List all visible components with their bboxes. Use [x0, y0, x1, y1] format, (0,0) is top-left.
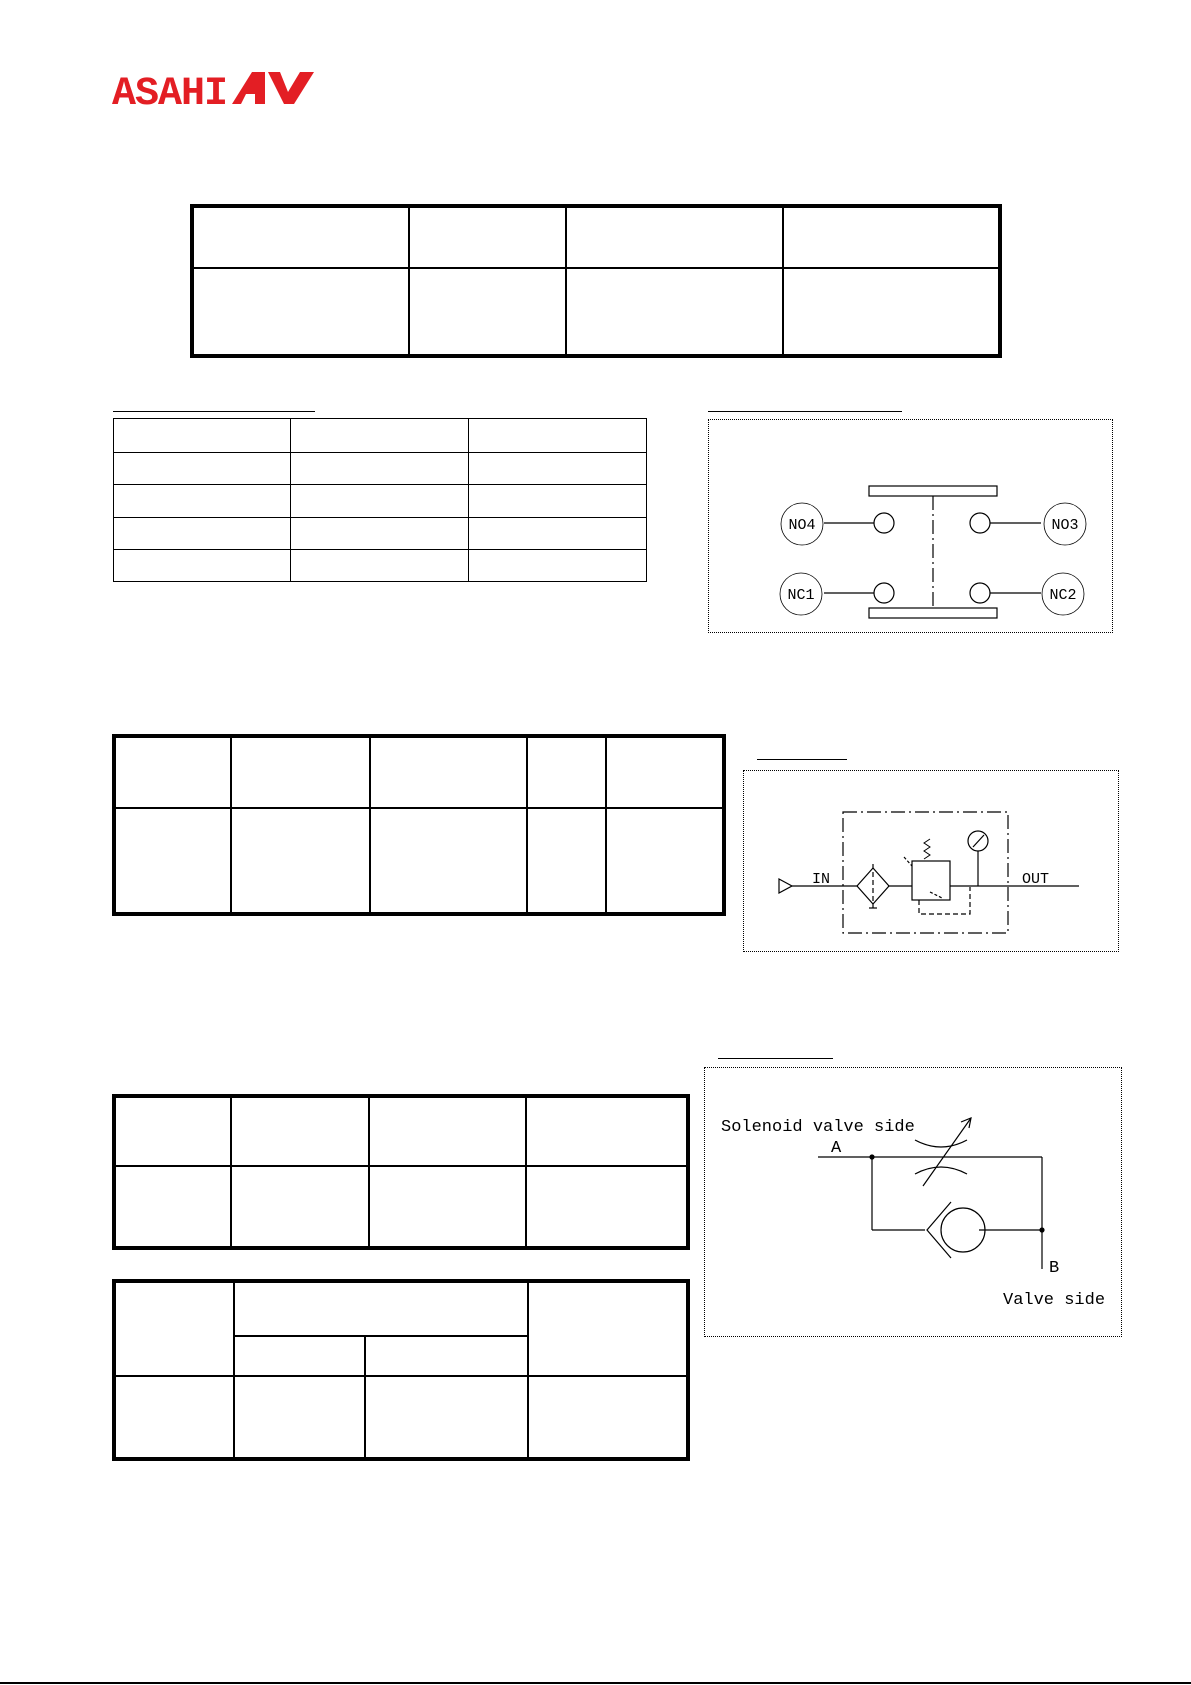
table-cell	[370, 736, 528, 808]
table-cell	[114, 485, 291, 518]
spec-table-speed-controller	[112, 1094, 690, 1250]
table-cell	[783, 268, 1000, 356]
table-cell	[365, 1336, 528, 1376]
table-cell	[469, 518, 647, 550]
section-heading-underline	[113, 411, 315, 412]
table-cell	[528, 1281, 688, 1376]
table-cell	[606, 736, 724, 808]
in-label: IN	[812, 871, 831, 888]
speed-controller-diagram	[704, 1067, 1122, 1337]
svg-text:ASAHI: ASAHI	[112, 72, 228, 110]
table-cell	[231, 736, 369, 808]
section-heading-underline	[757, 759, 847, 760]
spec-table-switch	[113, 418, 647, 582]
table-cell	[114, 1096, 231, 1166]
table-cell	[192, 206, 409, 268]
asahi-av-logo	[112, 66, 318, 110]
table-cell	[291, 453, 469, 485]
table-cell	[526, 1096, 688, 1166]
section-heading-underline	[718, 1058, 833, 1059]
table-cell	[527, 808, 605, 914]
table-cell	[566, 206, 783, 268]
table-cell	[783, 206, 1000, 268]
page-bottom-rule	[0, 1682, 1191, 1684]
table-cell	[566, 268, 783, 356]
valve-side-label: Valve side	[1003, 1291, 1106, 1310]
table-cell	[192, 268, 409, 356]
contact-label-no3: NO3	[1051, 517, 1079, 534]
table-cell	[291, 518, 469, 550]
table-cell	[469, 453, 647, 485]
table-cell	[234, 1376, 365, 1459]
table-cell	[231, 1166, 369, 1248]
table-cell	[409, 206, 566, 268]
table-cell	[469, 419, 647, 453]
port-b-label: B	[1049, 1259, 1060, 1278]
table-cell	[369, 1096, 526, 1166]
table-cell	[114, 550, 291, 582]
spec-table-bottom	[112, 1279, 690, 1461]
spec-table-top	[190, 204, 1002, 358]
table-cell	[114, 1281, 234, 1376]
table-cell	[231, 808, 369, 914]
table-cell	[370, 808, 528, 914]
section-heading-underline	[708, 411, 902, 412]
table-cell	[234, 1336, 365, 1376]
table-cell	[114, 808, 231, 914]
contact-label-nc1: NC1	[787, 587, 815, 604]
filter-regulator-diagram	[743, 770, 1119, 952]
table-cell	[231, 1096, 369, 1166]
table-cell	[114, 518, 291, 550]
table-cell	[114, 736, 231, 808]
port-a-label: A	[831, 1139, 842, 1158]
table-cell	[526, 1166, 688, 1248]
contact-diagram	[708, 419, 1113, 633]
table-cell	[291, 419, 469, 453]
table-cell	[114, 1376, 234, 1459]
table-cell	[234, 1281, 528, 1336]
table-cell	[527, 736, 605, 808]
table-cell	[114, 419, 291, 453]
table-cell	[409, 268, 566, 356]
table-cell	[114, 1166, 231, 1248]
table-cell	[469, 485, 647, 518]
contact-label-no4: NO4	[788, 517, 816, 534]
table-cell	[469, 550, 647, 582]
spec-table-filter-regulator	[112, 734, 726, 916]
table-cell	[114, 453, 291, 485]
table-cell	[369, 1166, 526, 1248]
contact-label-nc2: NC2	[1049, 587, 1077, 604]
table-cell	[291, 485, 469, 518]
out-label: OUT	[1022, 871, 1050, 888]
table-cell	[365, 1376, 528, 1459]
solenoid-valve-side-label: Solenoid valve side	[721, 1118, 915, 1137]
table-cell	[606, 808, 724, 914]
table-cell	[528, 1376, 688, 1459]
table-cell	[291, 550, 469, 582]
